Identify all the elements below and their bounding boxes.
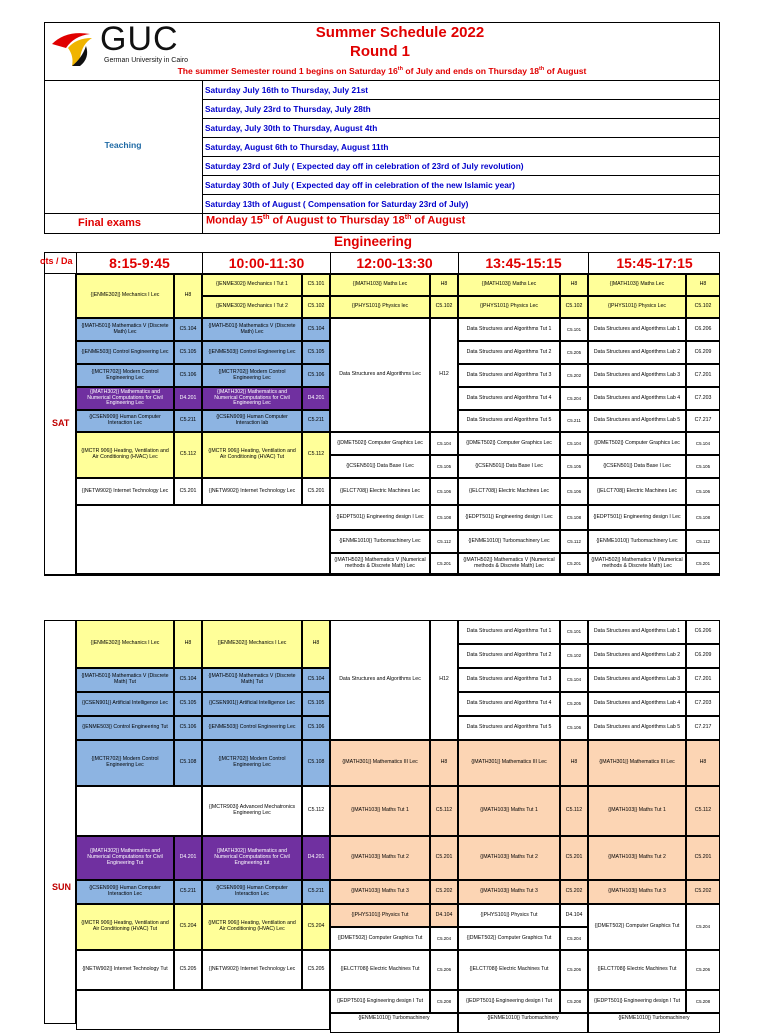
schedule-cell: {|DMET502|} Computer Graphics Tut xyxy=(588,904,686,950)
schedule-cell: C5.105 xyxy=(686,455,720,478)
schedule-cell: {|ENME503|} Control Engineering Lec xyxy=(202,341,302,364)
schedule-cell: {|MCTR702|} Modern Control Engineering Lec xyxy=(202,740,302,786)
schedule-cell: {|ENME302|} Mechanics I Tut 1 xyxy=(202,274,302,296)
schedule-cell: {|ELCT708|} Electric Machines Lec xyxy=(330,478,430,505)
schedule-cell: Data Structures and Algorithms Lab 1 xyxy=(588,620,686,644)
schedule-cell: {|ENME302|} Mechanics I Tut 2 xyxy=(202,296,302,318)
schedule-cell: D4.201 xyxy=(174,387,202,410)
schedule-cell: C5.201 xyxy=(174,478,202,505)
teaching-week-1: Saturday July 16th to Thursday, July 21st xyxy=(202,81,720,100)
schedule-cell: Data Structures and Algorithms Lab 1 xyxy=(588,318,686,341)
schedule-cell: {|MCTR 906|} Heating, Ventilation and Air Conditioning (HVAC) Tut xyxy=(76,904,174,950)
sun-day-column xyxy=(44,620,76,1024)
schedule-cell: C5.105 xyxy=(174,341,202,364)
schedule-cell: {|DMET502|} Computer Graphics Lec xyxy=(330,432,430,455)
schedule-cell: H8 xyxy=(430,274,458,296)
schedule-cell: C5.106 xyxy=(302,716,330,740)
schedule-cell: C5.108 xyxy=(686,505,720,530)
schedule-cell: {|MATH103|} Maths Tut 2 xyxy=(458,836,560,880)
schedule-cell: C5.201 xyxy=(302,478,330,505)
logo-subtitle: German University in Cairo xyxy=(104,57,189,64)
schedule-cell: C5.205 xyxy=(174,950,202,990)
schedule-cell: {|MATH302|} Mathematics and Numerical Computations for Civil Engineering Tut xyxy=(76,836,174,880)
schedule-cell: {|MATH103|} Maths Tut 1 xyxy=(330,786,430,836)
logo xyxy=(46,20,206,68)
schedule-cell: C5.108 xyxy=(302,740,330,786)
schedule-cell: Data Structures and Algorithms Tut 5 xyxy=(458,410,560,432)
schedule-cell: H8 xyxy=(686,274,720,296)
schedule-cell: Data Structures and Algorithms Lab 5 xyxy=(588,716,686,740)
schedule-cell: H8 xyxy=(686,740,720,786)
schedule-cell: {|MATH103|} Maths Tut 3 xyxy=(330,880,430,904)
schedule-cell: C5.206 xyxy=(560,950,588,990)
schedule-cell: C5.102 xyxy=(560,296,588,318)
schedule-cell: Data Structures and Algorithms Lab 2 xyxy=(588,341,686,364)
schedule-cell: {|NETW902|} Internet Technology Lec xyxy=(76,478,174,505)
schedule-cell: H8 xyxy=(174,274,202,318)
schedule-cell: C5.201 xyxy=(560,553,588,574)
schedule-cell: C5.108 xyxy=(430,505,458,530)
schedule-cell: C5.112 xyxy=(560,786,588,836)
schedule-cell: {|PHYS101|} Physics Lec xyxy=(588,296,686,318)
schedule-cell: {|MATH501|} Mathematics V (Discrete Math) Tut xyxy=(202,668,302,692)
schedule-cell: C5.201 xyxy=(430,553,458,574)
schedule-cell: C5.112 xyxy=(560,530,588,553)
final-exams-dates: Monday 15th of August to Thursday 18th of August xyxy=(206,214,466,227)
schedule-cell: C5.101 xyxy=(302,274,330,296)
schedule-cell: C5.104 xyxy=(560,432,588,455)
schedule-cell: C5.104 xyxy=(302,668,330,692)
schedule-cell: C5.106 xyxy=(174,716,202,740)
schedule-cell: C5.201 xyxy=(560,836,588,880)
schedule-cell: {|DMET502|} Computer Graphics Tut xyxy=(458,927,560,950)
schedule-cell: Data Structures and Algorithms Lab 5 xyxy=(588,410,686,432)
schedule-cell: C5.106 xyxy=(302,364,330,387)
slot-header-4: 13:45-15:15 xyxy=(458,252,588,274)
schedule-cell: Data Structures and Algorithms Tut 3 xyxy=(458,364,560,387)
schedule-cell: {|MATH103|} Maths Lec xyxy=(330,274,430,296)
schedule-cell: C6.206 xyxy=(686,318,720,341)
schedule-cell: {|MATH103|} Maths Tut 3 xyxy=(588,880,686,904)
slot-header-3: 12:00-13:30 xyxy=(330,252,458,274)
schedule-cell: C5.201 xyxy=(430,836,458,880)
teaching-week-6: Saturday 30th of July ( Expected day off in celebration of the new Islamic year) xyxy=(202,176,720,195)
teaching-week-5: Saturday 23rd of July ( Expected day off in celebration of 23rd of July revolution) xyxy=(202,157,720,176)
slots-label: ots / Da xyxy=(40,256,73,266)
schedule-cell: C5.208 xyxy=(430,990,458,1013)
schedule-cell: C5.101 xyxy=(560,620,588,644)
schedule-cell: C5.205 xyxy=(560,341,588,364)
schedule-cell: C5.201 xyxy=(686,836,720,880)
schedule-cell: {|PHYS101|} Physics lec xyxy=(330,296,430,318)
schedule-cell: C5.112 xyxy=(430,786,458,836)
schedule-cell: {|MATH103|} Maths Tut 2 xyxy=(330,836,430,880)
schedule-cell: {|DMET502|} Computer Graphics Tut xyxy=(330,927,430,950)
schedule-cell: C5.112 xyxy=(430,530,458,553)
teaching-week-3: Saturday, July 30th to Thursday, August 4th xyxy=(202,119,720,138)
schedule-cell: C7.203 xyxy=(686,387,720,410)
schedule-cell: Data Structures and Algorithms Tut 5 xyxy=(458,716,560,740)
teaching-label: Teaching xyxy=(104,140,142,150)
schedule-cell: {|ENME503|} Control Engineering Lec xyxy=(202,716,302,740)
intro-line: The summer Semester round 1 begins on Saturday 16th of July and ends on Thursday 18th of August xyxy=(177,66,587,76)
schedule-cell: {|ENME1010|} Turbomachinery xyxy=(330,1013,458,1033)
schedule-cell: {|CSEN909|} Human Computer Interaction Lec xyxy=(76,880,174,904)
schedule-cell: C5.205 xyxy=(302,950,330,990)
schedule-cell: {|ENME503|} Control Engineering Lec xyxy=(76,341,174,364)
schedule-cell: {|MATH103|} Maths Tut 1 xyxy=(458,786,560,836)
page-title: Summer Schedule 2022 xyxy=(315,24,485,41)
guc-swoosh-icon xyxy=(46,24,106,68)
schedule-cell: C5.105 xyxy=(302,341,330,364)
department-title: Engineering xyxy=(334,234,413,249)
schedule-cell: C5.211 xyxy=(302,880,330,904)
schedule-cell: {|MATH302|} Mathematics and Numerical Computations for Civil Engineering Lec xyxy=(202,387,302,410)
schedule-cell: C5.202 xyxy=(686,880,720,904)
schedule-cell: C5.204 xyxy=(686,904,720,950)
schedule-cell: C6.209 xyxy=(686,341,720,364)
schedule-cell: {|MCTR903|} Advanced Mechatronics Engineering Lec xyxy=(202,786,302,836)
schedule-cell: {|EDPT501|} Engineering design I Tut xyxy=(458,990,560,1013)
schedule-cell: {|ENME1010|} Turbomachinery Lec xyxy=(588,530,686,553)
schedule-cell: D4.201 xyxy=(174,836,202,880)
schedule-cell: {|EDPT501|} Engineering design I Tut xyxy=(588,990,686,1013)
schedule-cell: C5.101 xyxy=(560,318,588,341)
schedule-cell: {|ENME1010|} Turbomachinery xyxy=(458,1013,588,1033)
schedule-cell: Data Structures and Algorithms Tut 1 xyxy=(458,620,560,644)
schedule-cell: {|MATH103|} Maths Tut 1 xyxy=(588,786,686,836)
schedule-cell: {|MATH501|} Mathematics V (Discrete Math) Tut xyxy=(76,668,174,692)
schedule-cell: {|ENME302|} Mechanics I Lec xyxy=(202,620,302,668)
schedule-cell: C5.106 xyxy=(560,478,588,505)
schedule-cell: {|NETW902|} Internet Technology Lec xyxy=(202,950,302,990)
schedule-cell: {|ENME302|} Mechanics I Lec xyxy=(76,274,174,318)
schedule-cell: {|CSEN901|} Artificial Intelligence Lec xyxy=(202,692,302,716)
schedule-cell: {|CSEN909|} Human Computer Interaction Lec xyxy=(76,410,174,432)
schedule-cell: Data Structures and Algorithms Lab 3 xyxy=(588,668,686,692)
schedule-cell: {|MATH501|} Mathematics V (Discrete Math) Lec xyxy=(76,318,174,341)
schedule-cell: C5.204 xyxy=(174,904,202,950)
schedule-cell: {|CSEN909|} Human Computer Interaction lab xyxy=(202,410,302,432)
schedule-cell: C5.102 xyxy=(560,644,588,668)
schedule-cell: C5.201 xyxy=(686,553,720,574)
schedule-cell: C5.108 xyxy=(560,505,588,530)
schedule-cell: {|MATH502|} Mathematics V (Numerical methods & Discrete Math) Lec xyxy=(330,553,430,574)
schedule-cell: {|EDPT501|} Engineering design I Lec xyxy=(458,505,560,530)
final-exams-label: Final exams xyxy=(78,217,141,229)
schedule-cell: C5.106 xyxy=(686,478,720,505)
logo-text: GUC xyxy=(100,20,179,58)
schedule-cell: {|MATH301|} Mathematics III Lec xyxy=(330,740,430,786)
schedule-cell: C6.209 xyxy=(686,644,720,668)
schedule-cell: D4.104 xyxy=(430,904,458,927)
schedule-cell: H8 xyxy=(560,274,588,296)
schedule-cell: {|ELCT708|} Electric Machines Tut xyxy=(330,950,430,990)
schedule-cell: {|ENME503|} Control Engineering Tut xyxy=(76,716,174,740)
schedule-cell: D4.104 xyxy=(560,904,588,927)
schedule-cell: {|MATH103|} Maths Lec xyxy=(458,274,560,296)
schedule-cell: {|MATH301|} Mathematics III Lec xyxy=(588,740,686,786)
schedule-cell: {|EDPT501|} Engineering design I Tut xyxy=(330,990,430,1013)
day-label-sun: SUN xyxy=(52,882,72,892)
final-exams-divider xyxy=(202,214,203,234)
schedule-cell: {|MATH103|} Maths Lec xyxy=(588,274,686,296)
schedule-cell: {|ELCT708|} Electric Machines Tut xyxy=(588,950,686,990)
slot-header-5: 15:45-17:15 xyxy=(588,252,720,274)
schedule-cell: C5.208 xyxy=(560,990,588,1013)
sun-empty-ab xyxy=(76,990,330,1030)
schedule-cell: C7.217 xyxy=(686,716,720,740)
schedule-cell: {|ELCT708|} Electric Machines Tut xyxy=(458,950,560,990)
day-label-sat: SAT xyxy=(52,418,70,428)
schedule-cell: H12 xyxy=(430,318,458,432)
schedule-cell: C5.202 xyxy=(560,880,588,904)
schedule-cell: {|MATH103|} Maths Tut 3 xyxy=(458,880,560,904)
schedule-cell: D4.201 xyxy=(302,387,330,410)
schedule-cell: H8 xyxy=(302,620,330,668)
schedule-cell: H12 xyxy=(430,620,458,740)
slot-header-2: 10:00-11:30 xyxy=(202,252,330,274)
schedule-cell: {|ENME1010|} Turbomachinery Lec xyxy=(330,530,430,553)
schedule-cell: Data Structures and Algorithms Lec xyxy=(330,620,430,740)
schedule-cell: C5.206 xyxy=(686,950,720,990)
schedule-cell: C5.204 xyxy=(560,927,588,950)
schedule-cell: {|CSEN901|} Artificial Intelligence Lec xyxy=(76,692,174,716)
schedule-cell: {|ENME1010|} Turbomachinery xyxy=(588,1013,720,1033)
schedule-cell: {|MATH501|} Mathematics V (Discrete Math) Lec xyxy=(202,318,302,341)
teaching-week-7: Saturday 13th of August ( Compensation for Saturday 23rd of July) xyxy=(205,199,469,209)
schedule-cell: Data Structures and Algorithms Lab 3 xyxy=(588,364,686,387)
schedule-cell: C5.104 xyxy=(174,318,202,341)
schedule-cell: {|DMET502|} Computer Graphics Lec xyxy=(588,432,686,455)
schedule-cell: {|PHYS101|} Physics Lec xyxy=(458,296,560,318)
schedule-cell: {|MATH302|} Mathematics and Numerical Computations for Civil Engineering Lec xyxy=(76,387,174,410)
teaching-week-2: Saturday, July 23rd to Thursday, July 28th xyxy=(202,100,720,119)
schedule-cell: C5.204 xyxy=(430,927,458,950)
schedule-cell: C5.106 xyxy=(174,364,202,387)
schedule-cell: {|DMET502|} Computer Graphics Lec xyxy=(458,432,560,455)
schedule-cell: C5.102 xyxy=(686,296,720,318)
schedule-cell: C5.105 xyxy=(560,455,588,478)
schedule-cell: {|CSEN909|} Human Computer Interaction Lec xyxy=(202,880,302,904)
schedule-cell: C5.211 xyxy=(560,410,588,432)
schedule-cell: Data Structures and Algorithms Tut 3 xyxy=(458,668,560,692)
schedule-cell: Data Structures and Algorithms Lec xyxy=(330,318,430,432)
schedule-cell: C5.104 xyxy=(560,668,588,692)
schedule-cell: {|EDPT501|} Engineering design I Lec xyxy=(588,505,686,530)
schedule-cell: {|ENME302|} Mechanics I Lec xyxy=(76,620,174,668)
schedule-cell: D4.201 xyxy=(302,836,330,880)
schedule-cell: C5.112 xyxy=(302,432,330,478)
schedule-cell: C5.204 xyxy=(302,904,330,950)
schedule-cell: {|MATH302|} Mathematics and Numerical Computations for Civil Engineering tut xyxy=(202,836,302,880)
schedule-cell: Data Structures and Algorithms Tut 1 xyxy=(458,318,560,341)
schedule-cell: H8 xyxy=(174,620,202,668)
round-title: Round 1 xyxy=(350,43,410,60)
schedule-cell: C7.201 xyxy=(686,364,720,387)
schedule-cell: C5.112 xyxy=(686,530,720,553)
schedule-cell: C7.203 xyxy=(686,692,720,716)
schedule-cell: Data Structures and Algorithms Tut 2 xyxy=(458,644,560,668)
schedule-cell: {|MATH301|} Mathematics III Lec xyxy=(458,740,560,786)
sat-bottom-rule xyxy=(44,574,720,576)
schedule-cell: C5.105 xyxy=(430,455,458,478)
schedule-cell: C5.104 xyxy=(302,318,330,341)
schedule-cell: {|MATH502|} Mathematics V (Numerical methods & Discrete Math) Lec xyxy=(588,553,686,574)
schedule-cell: C5.104 xyxy=(174,668,202,692)
schedule-cell: C5.106 xyxy=(560,716,588,740)
schedule-cell: C5.105 xyxy=(174,692,202,716)
schedule-cell: {|EDPT501|} Engineering design I Lec xyxy=(330,505,430,530)
schedule-cell: C5.112 xyxy=(686,786,720,836)
schedule-cell: {|MCTR702|} Modern Control Engineering Lec xyxy=(202,364,302,387)
schedule-cell: C5.211 xyxy=(174,410,202,432)
schedule-cell: {|NETW902|} Internet Technology Lec xyxy=(202,478,302,505)
schedule-cell: Data Structures and Algorithms Tut 2 xyxy=(458,341,560,364)
sun-empty-a xyxy=(76,786,202,836)
schedule-cell: {|MCTR 906|} Heating, Ventilation and Air Conditioning (HVAC) Lec xyxy=(202,904,302,950)
schedule-cell: C5.104 xyxy=(430,432,458,455)
schedule-cell: {|ENME1010|} Turbomachinery Lec xyxy=(458,530,560,553)
schedule-cell: {|CSEN501|} Data Base I Lec xyxy=(458,455,560,478)
schedule-cell: C5.106 xyxy=(430,478,458,505)
schedule-cell: C5.102 xyxy=(302,296,330,318)
schedule-cell: C5.104 xyxy=(686,432,720,455)
schedule-cell: C5.108 xyxy=(174,740,202,786)
schedule-cell: {|MCTR 906|} Heating, Ventilation and Air Conditioning (HVAC) Lec xyxy=(76,432,174,478)
schedule-cell: Data Structures and Algorithms Tut 4 xyxy=(458,387,560,410)
schedule-cell: {|ELCT708|} Electric Machines Lec xyxy=(458,478,560,505)
slot-header-1: 8:15-9:45 xyxy=(76,252,202,274)
schedule-cell: {|CSEN501|} Data Base I Lec xyxy=(588,455,686,478)
schedule-cell: Data Structures and Algorithms Lab 4 xyxy=(588,692,686,716)
schedule-cell: {|MATH103|} Maths Tut 2 xyxy=(588,836,686,880)
schedule-cell: Data Structures and Algorithms Lab 2 xyxy=(588,644,686,668)
sat-empty-block xyxy=(76,505,330,574)
schedule-cell: C5.112 xyxy=(302,786,330,836)
schedule-cell: C5.102 xyxy=(430,296,458,318)
schedule-cell: {|MCTR 906|} Heating, Ventilation and Air Conditioning (HVAC) Tut xyxy=(202,432,302,478)
schedule-cell: C7.201 xyxy=(686,668,720,692)
schedule-cell: H8 xyxy=(430,740,458,786)
teaching-week-4: Saturday, August 6th to Thursday, August 11th xyxy=(202,138,720,157)
schedule-cell: C5.202 xyxy=(560,364,588,387)
schedule-cell: C5.205 xyxy=(560,692,588,716)
schedule-cell: {|PHYS101|} Physics Tut xyxy=(330,904,430,927)
schedule-cell: {|MATH502|} Mathematics V (Numerical methods & Discrete Math) Lec xyxy=(458,553,560,574)
schedule-cell: C6.206 xyxy=(686,620,720,644)
schedule-cell: C7.217 xyxy=(686,410,720,432)
schedule-cell: {|MCTR702|} Modern Control Engineering Lec xyxy=(76,364,174,387)
schedule-cell: {|NETW902|} Internet Technology Tut xyxy=(76,950,174,990)
schedule-cell: C5.112 xyxy=(174,432,202,478)
schedule-cell: C5.105 xyxy=(302,692,330,716)
schedule-cell: {|ELCT708|} Electric Machines Lec xyxy=(588,478,686,505)
schedule-cell: C5.208 xyxy=(686,990,720,1013)
schedule-cell: C5.202 xyxy=(430,880,458,904)
schedule-cell: {|PHYS101|} Physics Tut xyxy=(458,904,560,927)
schedule-cell: Data Structures and Algorithms Lab 4 xyxy=(588,387,686,410)
schedule-cell: C5.211 xyxy=(302,410,330,432)
schedule-cell: C5.211 xyxy=(174,880,202,904)
schedule-cell: C5.204 xyxy=(560,387,588,410)
schedule-cell: C5.206 xyxy=(430,950,458,990)
schedule-cell: H8 xyxy=(560,740,588,786)
schedule-cell: {|CSEN501|} Data Base I Lec xyxy=(330,455,430,478)
schedule-cell: {|MCTR702|} Modern Control Engineering Lec xyxy=(76,740,174,786)
schedule-cell: Data Structures and Algorithms Tut 4 xyxy=(458,692,560,716)
